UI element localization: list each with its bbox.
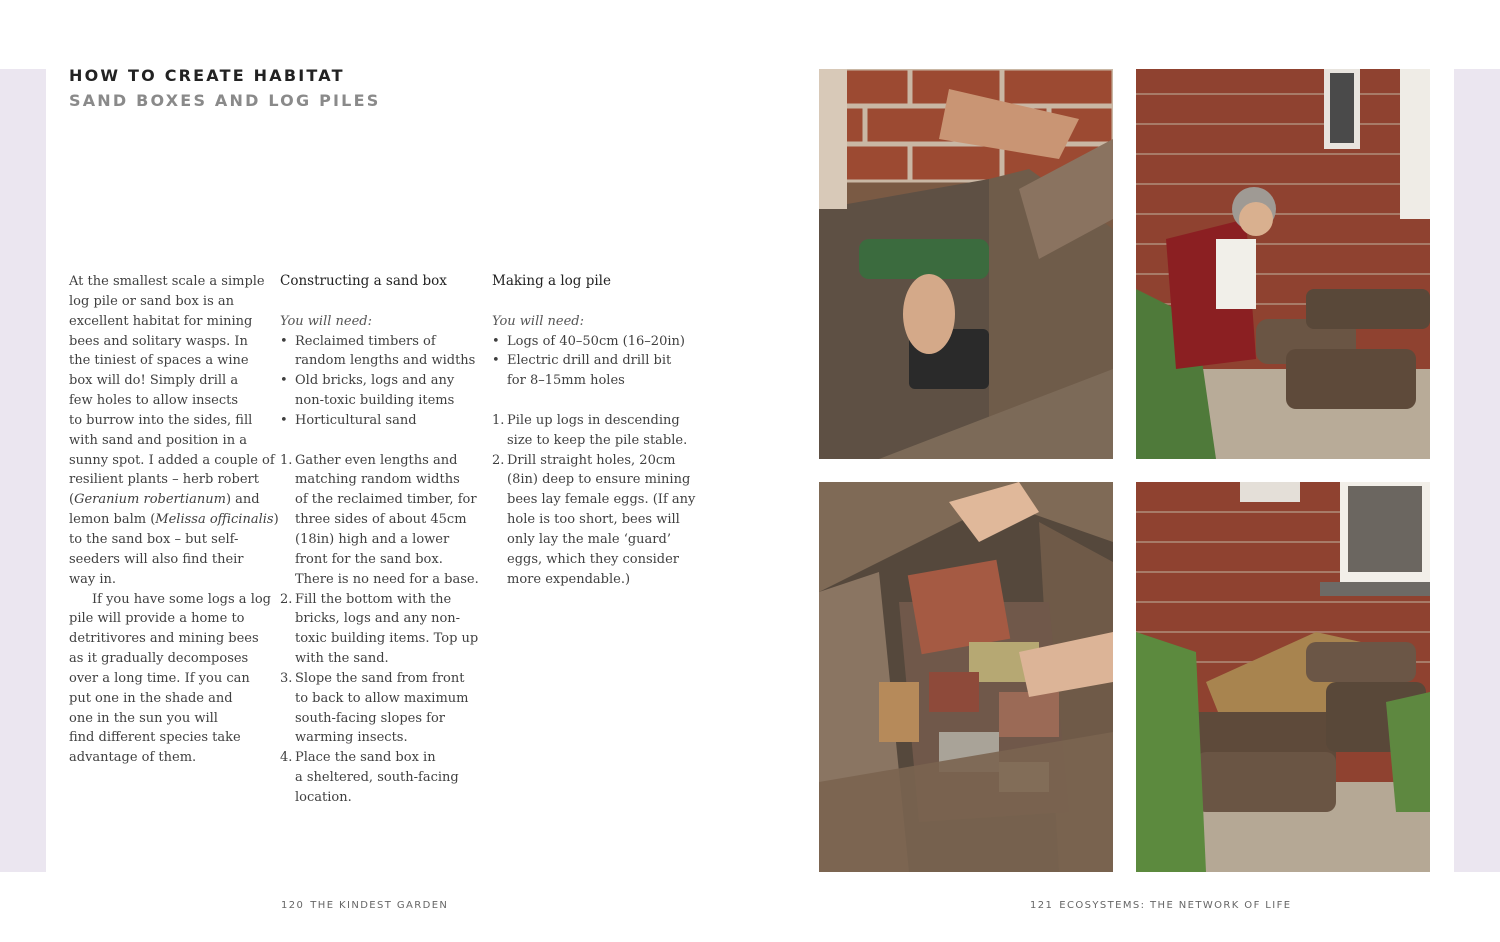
sand-box-heading: Constructing a sand box xyxy=(280,273,447,289)
step-number: 3. xyxy=(280,670,293,686)
running-title: THE KINDEST GARDEN xyxy=(310,900,449,911)
text-line: detritivores and mining bees xyxy=(69,631,259,647)
text-line: Fill the bottom with the xyxy=(295,591,452,607)
text-line: of the reclaimed timber, for xyxy=(295,492,477,508)
text-line: one in the sun you will xyxy=(69,710,218,726)
sand-box-need-label: You will need: xyxy=(280,313,372,329)
text-line: size to keep the pile stable. xyxy=(507,432,688,448)
list-item xyxy=(280,411,480,431)
text-line: bricks, logs and any non- xyxy=(295,611,461,627)
text-fragment: ) and xyxy=(225,492,260,508)
intro-paragraph-2 xyxy=(69,590,271,769)
text-line: There is no need for a base. xyxy=(295,571,479,587)
sand-box-steps-list xyxy=(280,451,480,808)
text-line: • Logs of 40–50cm (16–20in) xyxy=(507,333,685,349)
latin-name-melissa: Melissa officinalis xyxy=(155,512,274,528)
text-line: over a long time. If you can xyxy=(69,670,250,686)
text-line: • Old bricks, logs and any xyxy=(295,373,455,389)
text-line: • Reclaimed timbers of xyxy=(295,333,436,349)
left-page-edge-tab xyxy=(0,69,46,872)
text-line: (8in) deep to ensure mining xyxy=(507,472,691,488)
text-line: advantage of them. xyxy=(69,750,197,766)
text-line: south-facing slopes for xyxy=(295,710,446,726)
text-line: three sides of about 45cm xyxy=(295,512,467,528)
log-pile-need-label: You will need: xyxy=(492,313,584,329)
text-line: matching random widths xyxy=(295,472,460,488)
intro-paragraph-1 xyxy=(69,272,279,590)
text-line: Drill straight holes, 20cm xyxy=(507,452,676,468)
text-line: for 8–15mm holes xyxy=(507,373,625,389)
text-line: with the sand. xyxy=(295,651,389,667)
text-fragment: ) xyxy=(273,512,279,528)
drilling-sand-box-photo xyxy=(819,69,1113,459)
text-line: to burrow into the sides, fill xyxy=(69,412,253,428)
text-line: resilient plants – herb robert xyxy=(69,472,259,488)
running-title: ECOSYSTEMS: THE NETWORK OF LIFE xyxy=(1059,900,1292,911)
right-page-edge-tab xyxy=(1454,69,1500,872)
text-line: a sheltered, south-facing xyxy=(295,770,459,786)
text-line: sunny spot. I added a couple of xyxy=(69,452,275,468)
finished-sand-box-photo xyxy=(1136,482,1430,872)
text-line: bees lay female eggs. (If any xyxy=(507,492,696,508)
latin-name-geranium: Geranium robertianum xyxy=(74,492,226,508)
text-line: log pile or sand box is an xyxy=(69,293,235,309)
text-line: If you have some logs a log xyxy=(92,591,271,607)
list-item xyxy=(280,590,480,669)
text-line: as it gradually decomposes xyxy=(69,651,249,667)
text-line: put one in the shade and xyxy=(69,690,233,706)
list-item xyxy=(492,451,696,590)
list-item xyxy=(280,669,480,748)
sand-box-column xyxy=(280,272,480,808)
text-line: front for the sand box. xyxy=(295,551,443,567)
page-number: 121 xyxy=(1030,900,1054,911)
text-line: more expendable.) xyxy=(507,571,631,587)
list-item xyxy=(492,351,692,391)
text-line: bees and solitary wasps. In xyxy=(69,333,248,349)
text-line: location. xyxy=(295,789,352,805)
page-title: HOW TO CREATE HABITAT xyxy=(69,66,345,85)
list-item xyxy=(492,332,692,352)
text-line: with sand and position in a xyxy=(69,432,247,448)
text-line: seeders will also find their xyxy=(69,551,244,567)
list-item xyxy=(280,451,480,590)
text-line: toxic building items. Top up xyxy=(295,631,479,647)
sand-box-materials-list xyxy=(280,332,480,431)
text-line: Slope the sand from front xyxy=(295,670,465,686)
step-number: 4. xyxy=(280,750,293,766)
text-line: At the smallest scale a simple xyxy=(69,274,265,289)
step-number: 2. xyxy=(492,452,505,468)
footer-left xyxy=(281,900,448,911)
text-line: only lay the male ‘guard’ xyxy=(507,531,671,547)
list-item xyxy=(280,371,480,411)
footer-right xyxy=(1030,900,1292,911)
text-line: warming insects. xyxy=(295,730,408,746)
text-line: hole is too short, bees will xyxy=(507,512,680,528)
text-line: random lengths and widths xyxy=(295,353,476,369)
text-line: to back to allow maximum xyxy=(295,690,469,706)
text-line: • Electric drill and drill bit xyxy=(507,353,672,369)
text-line xyxy=(69,510,279,530)
text-line: the tiniest of spaces a wine xyxy=(69,353,249,369)
text-line: • Horticultural sand xyxy=(295,412,417,428)
woman-placing-log-photo xyxy=(1136,69,1430,459)
list-item xyxy=(492,411,692,451)
text-line: non-toxic building items xyxy=(295,393,455,409)
step-number: 1. xyxy=(492,412,505,428)
intro-column xyxy=(69,272,279,768)
step-number: 1. xyxy=(280,452,293,468)
text-line: eggs, which they consider xyxy=(507,551,680,567)
list-item xyxy=(280,748,480,808)
text-line: Gather even lengths and xyxy=(295,452,458,468)
page-subtitle: SAND BOXES AND LOG PILES xyxy=(69,91,381,110)
text-line: Pile up logs in descending xyxy=(507,412,680,428)
text-line: (Geranium robertianum) and xyxy=(69,492,260,508)
text-line: (18in) high and a lower xyxy=(295,531,450,547)
text-fragment: lemon balm ( xyxy=(69,512,156,528)
page-number: 120 xyxy=(281,900,305,911)
text-line: way in. xyxy=(69,571,117,587)
list-item xyxy=(280,332,480,372)
log-pile-column xyxy=(492,272,696,590)
filling-box-with-bricks-photo xyxy=(819,482,1113,872)
step-number: 2. xyxy=(280,591,293,607)
log-pile-materials-list xyxy=(492,332,692,392)
text-line: pile will provide a home to xyxy=(69,611,245,627)
text-line: to the sand box – but self- xyxy=(69,531,239,547)
text-line: Place the sand box in xyxy=(295,750,436,766)
text-line: find different species take xyxy=(69,730,241,746)
text-line: box will do! Simply drill a xyxy=(69,373,239,389)
log-pile-steps-list xyxy=(492,411,696,590)
text-line: excellent habitat for mining xyxy=(69,313,253,329)
log-pile-heading: Making a log pile xyxy=(492,273,611,289)
text-line: few holes to allow insects xyxy=(69,393,239,409)
